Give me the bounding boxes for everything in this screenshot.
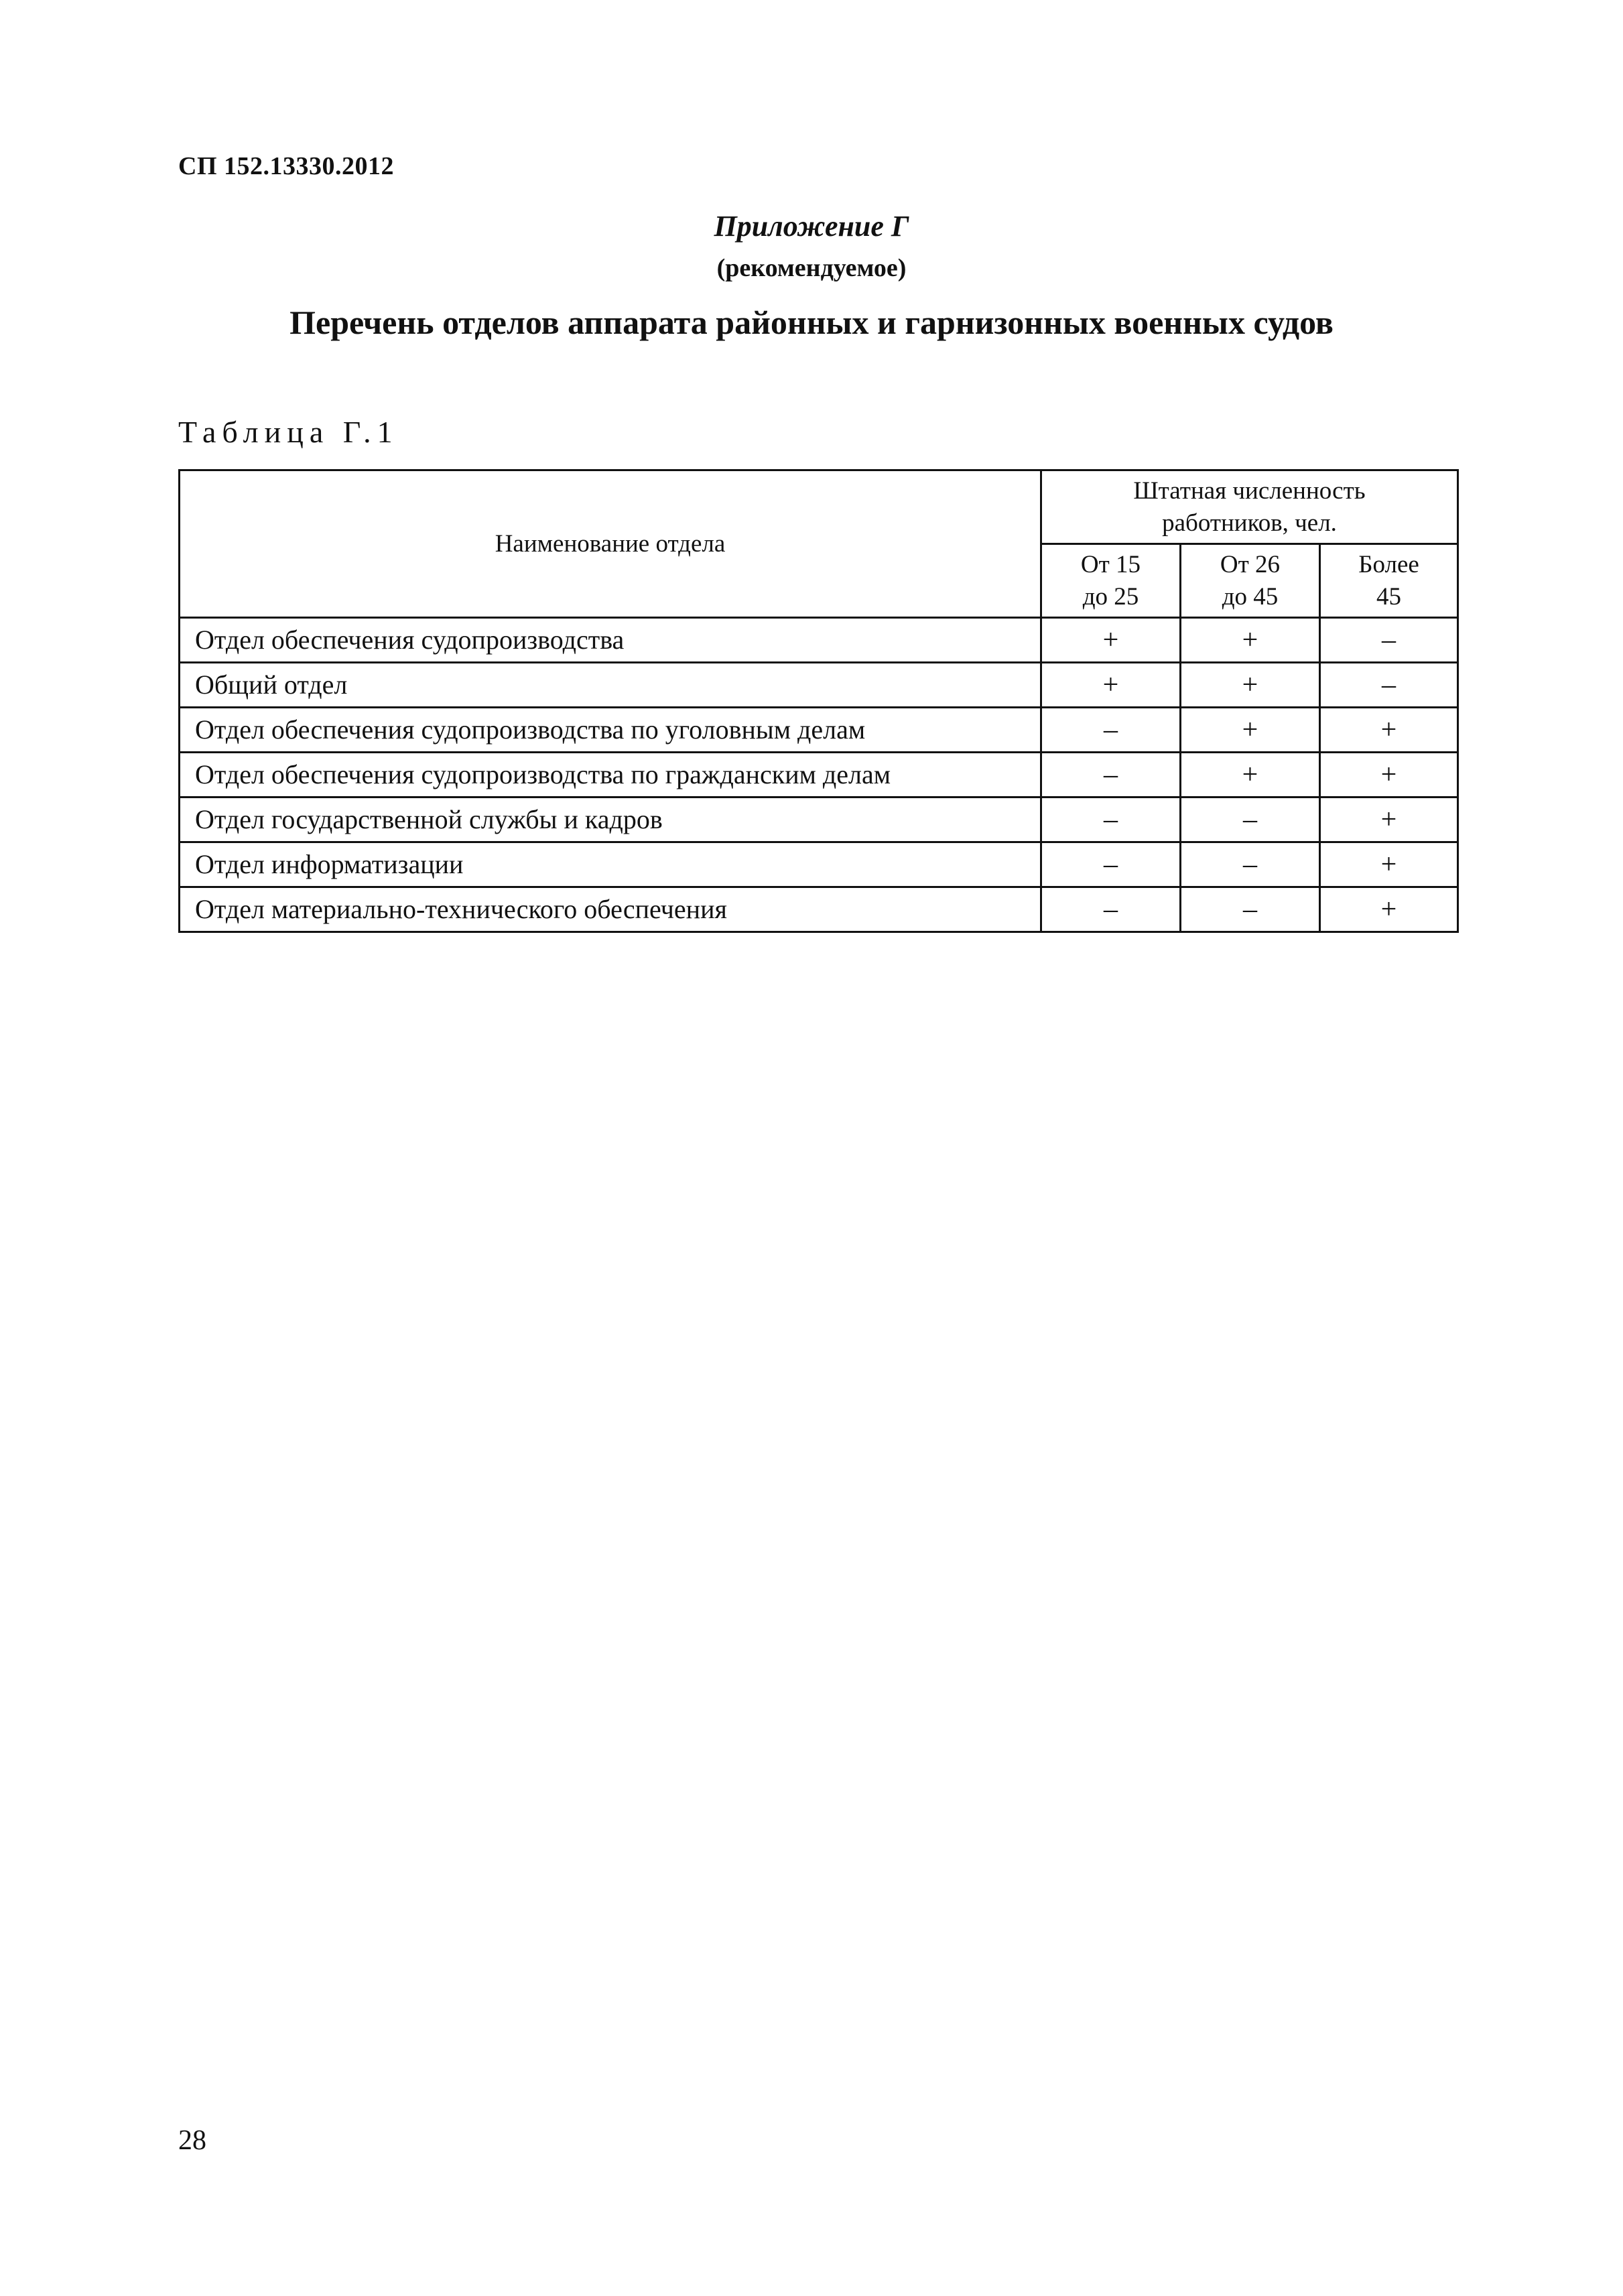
table-row (180, 753, 1458, 798)
mark-15-25: + (1041, 618, 1181, 663)
table-header (180, 470, 1458, 618)
appendix-title: Приложение Г (714, 210, 909, 243)
mark-over-45: + (1320, 887, 1458, 932)
column-header-staff-group-line1: Штатная численность (1133, 476, 1366, 505)
department-name: Общий отдел (180, 663, 1041, 708)
column-header-staff-group-line2: работников, чел. (1162, 509, 1337, 537)
department-name: Отдел обеспечения судопроизводства по уголовным делам (180, 708, 1041, 753)
column-header-26-45 (1181, 544, 1320, 618)
column-header-line1: От 26 (1220, 550, 1281, 578)
mark-over-45: + (1320, 842, 1458, 887)
mark-15-25: – (1041, 708, 1181, 753)
column-header-15-25 (1041, 544, 1181, 618)
department-name: Отдел обеспечения судопроизводства (180, 618, 1041, 663)
mark-15-25: – (1041, 753, 1181, 798)
appendix-status: (рекомендуемое) (716, 254, 907, 282)
departments-table (178, 469, 1459, 933)
column-header-line2: до 25 (1082, 582, 1139, 611)
mark-15-25: – (1041, 842, 1181, 887)
column-header-line2: 45 (1376, 582, 1401, 611)
mark-15-25: – (1041, 798, 1181, 842)
table-caption: Таблица Г.1 (178, 415, 399, 449)
table-row (180, 798, 1458, 842)
mark-26-45: + (1181, 708, 1320, 753)
column-header-department-name-text: Наименование отдела (495, 529, 726, 558)
mark-26-45: – (1181, 842, 1320, 887)
mark-over-45: – (1320, 663, 1458, 708)
column-header-line2: до 45 (1222, 582, 1279, 611)
department-name: Отдел обеспечения судопроизводства по гражданским делам (180, 753, 1041, 798)
mark-26-45: – (1181, 798, 1320, 842)
table-body (180, 618, 1458, 932)
table-row (180, 887, 1458, 932)
document-code: СП 152.13330.2012 (178, 152, 394, 180)
page-number: 28 (178, 2125, 206, 2156)
mark-over-45: + (1320, 798, 1458, 842)
table-row (180, 663, 1458, 708)
mark-over-45: + (1320, 708, 1458, 753)
page-title: Перечень отделов аппарата районных и гарнизонных военных судов (289, 304, 1334, 341)
mark-over-45: – (1320, 618, 1458, 663)
column-header-over-45 (1320, 544, 1458, 618)
column-header-line1: Более (1358, 550, 1419, 578)
mark-26-45: + (1181, 663, 1320, 708)
mark-15-25: – (1041, 887, 1181, 932)
department-name: Отдел информатизации (180, 842, 1041, 887)
column-header-department-name (180, 470, 1041, 618)
mark-15-25: + (1041, 663, 1181, 708)
table-row (180, 618, 1458, 663)
department-name: Отдел государственной службы и кадров (180, 798, 1041, 842)
column-header-staff-group (1041, 470, 1458, 544)
mark-over-45: + (1320, 753, 1458, 798)
mark-26-45: + (1181, 618, 1320, 663)
department-name: Отдел материально-технического обеспечения (180, 887, 1041, 932)
column-header-line1: От 15 (1080, 550, 1141, 578)
mark-26-45: – (1181, 887, 1320, 932)
mark-26-45: + (1181, 753, 1320, 798)
table-row (180, 842, 1458, 887)
table-row (180, 708, 1458, 753)
